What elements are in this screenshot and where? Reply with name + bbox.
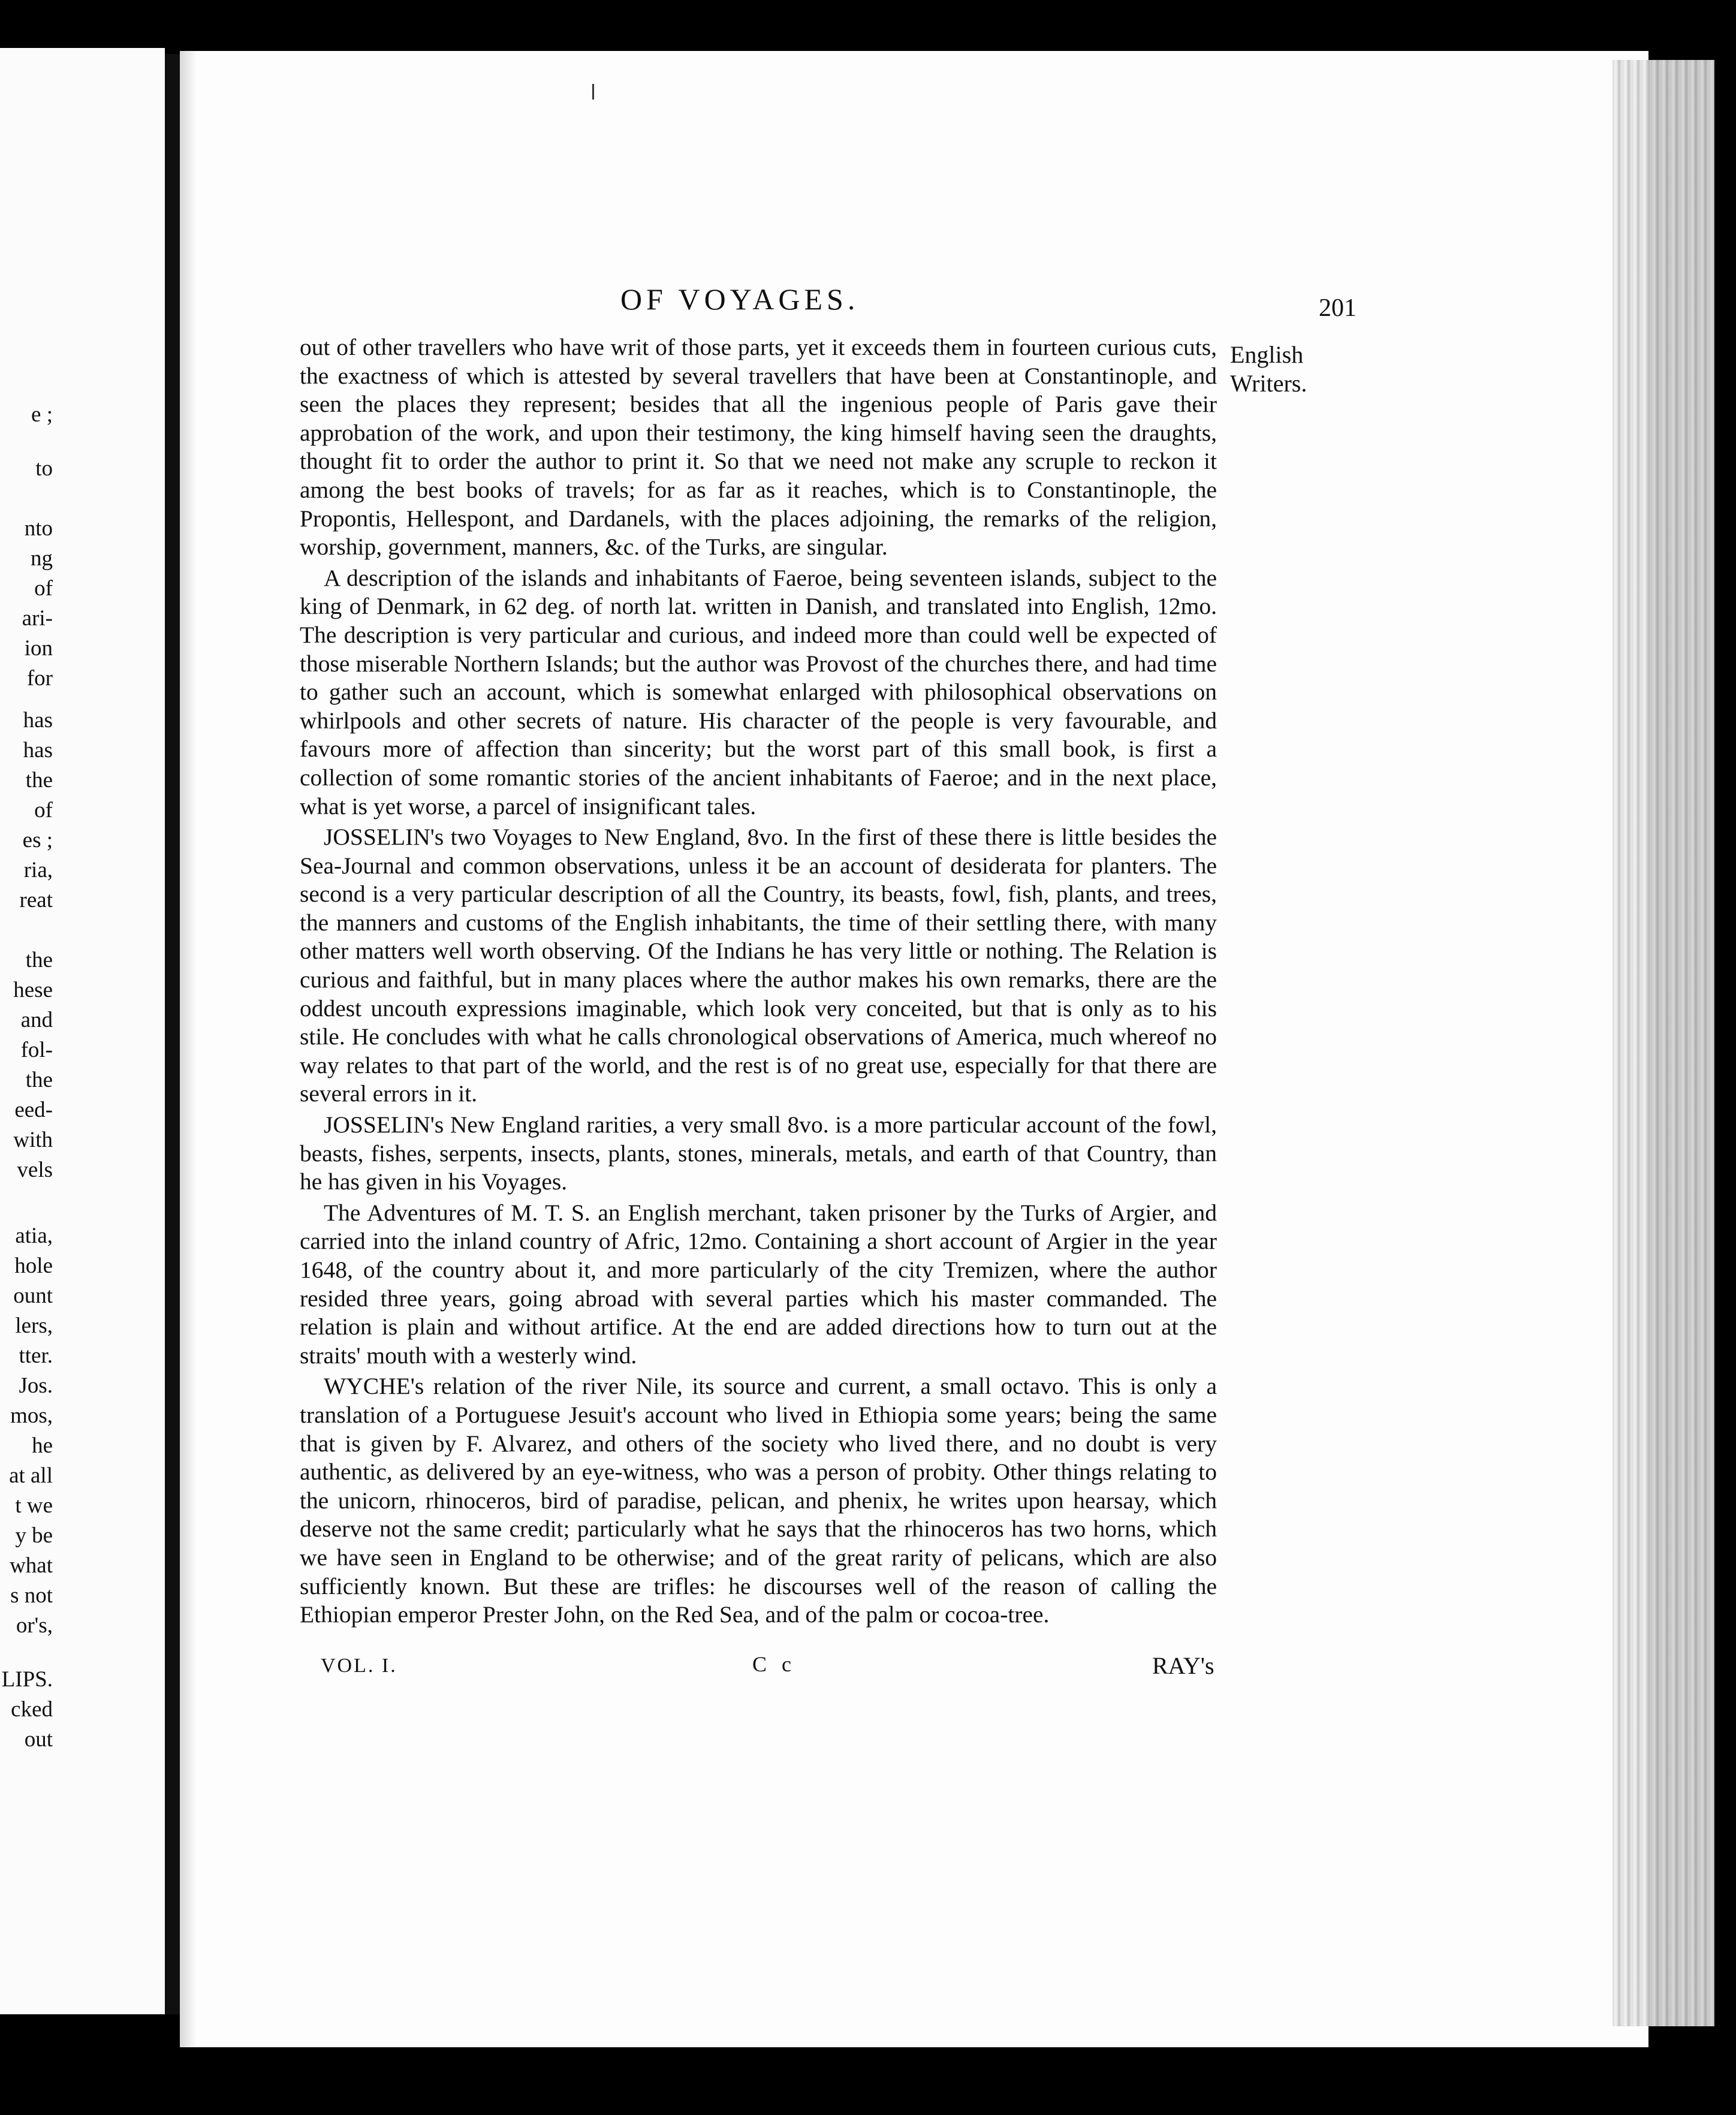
facing-page-fragment: hole <box>14 1254 53 1278</box>
page-edges <box>1613 60 1714 2026</box>
facing-page-fragment: with <box>13 1128 53 1152</box>
facing-page-fragment: for <box>26 666 53 691</box>
facing-page-fragment: of <box>34 576 53 601</box>
facing-page-fragment: ng <box>31 546 53 571</box>
catchword: RAY's <box>1152 1652 1214 1679</box>
facing-page-text <box>0 48 165 2014</box>
facing-page-fragment: nto <box>24 516 53 541</box>
facing-page-fragment: lers, <box>15 1313 53 1338</box>
paragraph: JOSSELIN's New England rarities, a very small 8vo. is a more particular account of the fowl, beasts, fishes, serpents, insects, plants, stones, minerals, metals, and earth of that Country, than he has given in his Voyages. <box>300 1111 1217 1195</box>
facing-page-fragment: ari- <box>22 606 53 631</box>
facing-page-fragment: s not <box>10 1583 53 1608</box>
volume-mark: VOL. I. <box>321 1655 397 1677</box>
facing-page-fragment: of <box>34 798 53 822</box>
facing-page-fragment: the <box>25 1068 53 1092</box>
facing-page-fragment: hese <box>13 978 53 1002</box>
facing-page-fragment: ria, <box>23 858 53 882</box>
facing-page-fragment: t we <box>15 1493 53 1518</box>
paragraph: out of other travellers who have writ of those parts, yet it exceeds them in fourteen curious cuts, the exactness of which is attested by several travellers that have been at Constantinople, and seen the places they represent; besides that all the ingenious people of Paris gave their approbation of the work, and upon their testimony, the king himself having seen the draughts, thought fit to order the author to print it. So that we need not make any scruple to reckon it among the best books of travels; for as far as it reaches, which is to Constantinople, the Propontis, Hellespont, and Dardanels, with the places adjoining, the remarks of the religion, worship, government, manners, &c. of the Turks, are singular. <box>300 334 1217 561</box>
facing-page-fragment: y be <box>15 1523 53 1548</box>
paragraph: The Adventures of M. T. S. an English merchant, taken prisoner by the Turks of Argier, and carried into the inland country of Afric, 12mo. Containing a short account of Argier in the year 1648, of the country about it, and more particularly of the city Tremizen, where the author resided three years, going abroad with several parties which his master commanded. The relation is plain and without artifice. At the end are added directions how to turn out at the straits' mouth with a westerly wind. <box>300 1199 1217 1369</box>
facing-page-fragment: fol- <box>20 1038 53 1062</box>
facing-page-fragment: the <box>25 768 53 793</box>
facing-page-fragment: vels <box>17 1158 53 1182</box>
facing-page-fragment: es ; <box>22 828 53 852</box>
margin-note: English Writers. <box>1230 341 1307 397</box>
facing-page-fragment: eed- <box>14 1098 53 1122</box>
facing-page-fragment: to <box>35 456 53 481</box>
paragraph: A description of the islands and inhabitants of Faeroe, being seventeen islands, subject to the king of Denmark, in 62 deg. of north lat. written in Danish, and translated into English, 12mo. The description is very particular and curious, and indeed more than could well be expected of those miserable Northern Islands; but the author was Provost of the churches there, and had time to gather such an account, which is somewhat enlarged with philosophical observations on whirlpools and other secrets of nature. His character of the people is very favourable, and favours more of affection than sincerity; but the worst part of this small book, is first a collection of some romantic stories of the ancient inhabitants of Faeroe; and in the next place, what is yet worse, a parcel of insignificant tales. <box>300 564 1217 820</box>
facing-page-fragment: the <box>25 948 53 972</box>
facing-page-fragment: tter. <box>19 1343 53 1368</box>
ink-mark <box>592 84 594 100</box>
facing-page-fragment: has <box>23 708 53 733</box>
signature-mark: C c <box>752 1652 796 1676</box>
facing-page-fragment: e ; <box>31 402 53 427</box>
facing-page-fragment: atia, <box>15 1224 53 1248</box>
facing-page-fragment: ion <box>24 636 53 661</box>
facing-page-fragment: has <box>23 738 53 763</box>
body-text <box>300 333 1217 1632</box>
facing-page-fragment: and <box>20 1008 53 1032</box>
facing-page-fragment: ount <box>13 1284 53 1308</box>
facing-page-fragment: what <box>10 1553 53 1578</box>
facing-page-fragment: or's, <box>16 1613 53 1638</box>
page-number: 201 <box>1319 294 1357 322</box>
paragraph: JOSSELIN's two Voyages to New England, 8vo. In the first of these there is little besides the Sea-Journal and common observations, unless it be an account of desiderata for planters. The second is a very particular description of all the Country, its beasts, fowl, fish, plants, and trees, the manners and customs of the English inhabitants, the time of their settling there, with many other matters well worth observing. Of the Indians he has very little or nothing. The Relation is curious and faithful, but in many places where the author makes his own remarks, there are the oddest uncouth expressions imaginable, which look very conceited, but that is only as to his stile. He concludes with what he calls chronological observations of America, much whereof no way relates to that part of the world, and the rest is of no great use, especially for that there are several errors in it. <box>300 824 1217 1107</box>
facing-page-fragment: cked <box>11 1697 53 1722</box>
paragraph: WYCHE's relation of the river Nile, its source and current, a small octavo. This is only a translation of a Portuguese Jesuit's account who lived in Ethiopia some years; being the same that is given by F. Alvarez, and others of the society who lived there, and no doubt is very authentic, as delivered by an eye-witness, who was a person of probity. Other things relating to the unicorn, rhinoceros, bird of paradise, pelican, and phenix, he writes upon hearsay, which deserve not the same credit; particularly what he says that the rhinoceros has two horns, which we have seen in England to be otherwise; and of the great rarity of pelicans, which are also sufficiently known. But these are trifles: he discourses well of the reason of calling the Ethiopian emperor Prester John, on the Red Sea, and of the palm or cocoa-tree. <box>300 1373 1217 1628</box>
running-head-title: OF VOYAGES. <box>620 282 860 316</box>
facing-page-fragment: Jos. <box>19 1373 53 1398</box>
facing-page <box>0 48 165 2014</box>
facing-page-fragment: out <box>24 1727 53 1752</box>
facing-page-fragment: mos, <box>10 1403 53 1428</box>
facing-page-fragment: LIPS. <box>1 1667 53 1692</box>
facing-page-fragment: he <box>32 1433 53 1458</box>
facing-page-fragment: reat <box>19 888 53 912</box>
page-shadow <box>180 51 197 2047</box>
facing-page-fragment: at all <box>9 1463 53 1488</box>
